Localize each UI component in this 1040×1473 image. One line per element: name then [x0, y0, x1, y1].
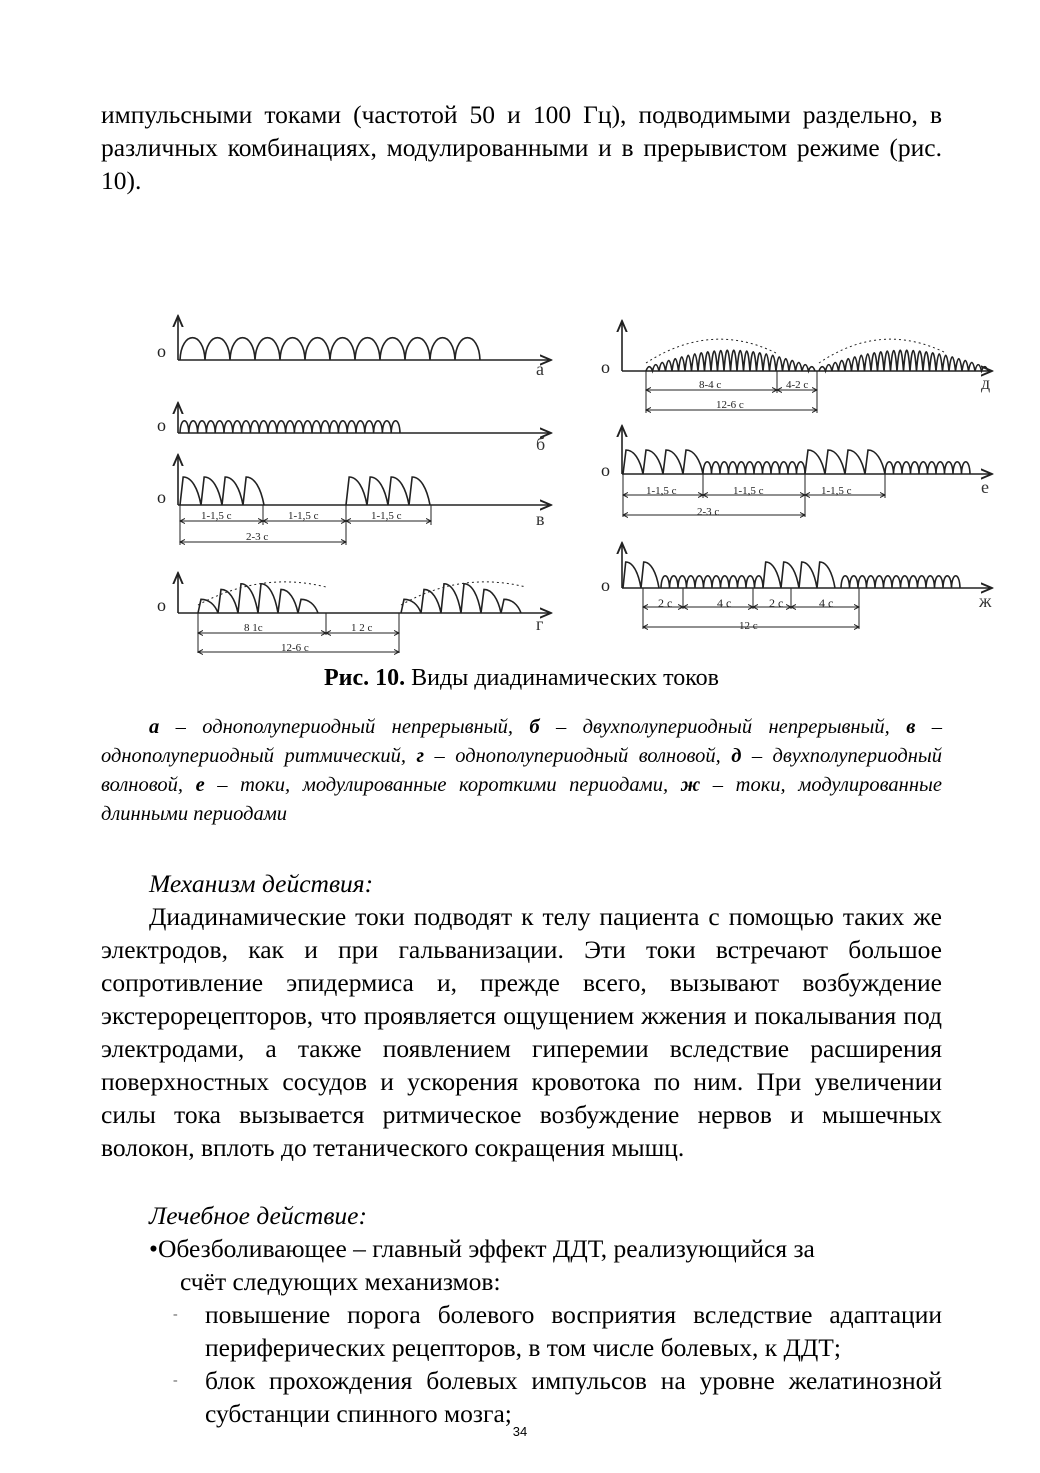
- panel-letter-zh: ж: [979, 591, 992, 611]
- e-wave1: [623, 450, 703, 474]
- list-item-text: повышение порога болевого восприятия вследствие адаптации периферических рецепторов, в том числе болевых, к ДДТ;: [205, 1300, 942, 1362]
- mechanism-paragraph: Диадинамические токи подводят к телу пациента с помощью таких же электродов, как и при гальванизации. Эти токи встречают большое сопротивление эпидермиса и, прежде всего, вызывают возбуждение экстерорецепторов, что проявляется ощущением жжения и покалывания под электродами, а также появлением гиперемии вследствие расширения поверхностных сосудов и ускорения кровотока по ним. При увеличении силы тока вызывается ритмическое возбуждение нервов и мышечных волокон, вплоть до тетанического сокращения мышц.: [101, 902, 942, 1162]
- e-total-label: 2-3 с: [697, 506, 720, 518]
- zh-wave1: [623, 562, 659, 588]
- origin-label-e: о: [601, 460, 610, 480]
- caption-key-b: б: [529, 716, 540, 738]
- panel-letter-g: г: [536, 614, 544, 634]
- dash-mark: -: [173, 1373, 178, 1388]
- e-wave2: [703, 462, 805, 474]
- origin-label-a: о: [157, 341, 166, 361]
- panel-letter-b: б: [536, 434, 546, 454]
- panel-letter-v: в: [536, 509, 545, 529]
- v-wave1: [180, 477, 264, 505]
- list-item: [173, 1364, 942, 1430]
- bullet-item: [149, 1232, 942, 1265]
- a-wave: [180, 338, 480, 360]
- figure-title-text: Виды диадинамических токов: [405, 665, 720, 691]
- figure-number: Рис. 10.: [323, 665, 406, 691]
- figure-diadynamic-currents: [101, 203, 992, 663]
- origin-label-b: о: [157, 415, 166, 435]
- b-wave: [180, 421, 400, 433]
- caption-text-zh: – токи, модулированные длинными периодами: [101, 774, 942, 825]
- zh-seg3-label: 2 с: [769, 596, 784, 610]
- d-seg2-label: 4-2 с: [786, 379, 809, 391]
- g-envelope-1: [198, 582, 326, 605]
- e-seg3-label: 1-1,5 с: [821, 485, 852, 497]
- v-seg1-label: 1-1,5 с: [201, 510, 232, 522]
- bullet-continuation: счёт следующих механизмов:: [180, 1267, 501, 1296]
- caption-text-a: – однополупериодный непрерывный,: [159, 716, 530, 738]
- origin-label-zh: о: [601, 575, 610, 595]
- page-content: [101, 98, 992, 1430]
- d-wave2: [819, 350, 988, 371]
- panel-letter-e: е: [981, 477, 989, 497]
- caption-key-v: в: [906, 716, 916, 738]
- zh-seg4-label: 4 с: [819, 596, 834, 610]
- zh-wave3: [763, 562, 835, 588]
- list-item: [173, 1298, 942, 1364]
- panel-letter-d: д: [981, 373, 991, 393]
- page-number: 34: [512, 1424, 528, 1439]
- figure-caption: [101, 713, 942, 829]
- e-seg1-label: 1-1,5 с: [646, 485, 677, 497]
- v-wave2: [346, 477, 430, 505]
- caption-key-e: е: [195, 774, 205, 796]
- caption-text-b: – двухполупериодный непрерывный,: [539, 716, 907, 738]
- panel-letter-a: а: [536, 359, 544, 379]
- zh-wave2: [661, 576, 763, 588]
- zh-wave4: [841, 576, 960, 588]
- v-seg3-label: 1-1,5 с: [371, 510, 402, 522]
- caption-key-a: а: [149, 716, 160, 738]
- g-seg1-label: 8 1с: [244, 622, 263, 634]
- caption-key-d: д: [731, 745, 742, 767]
- dash-mark: -: [173, 1307, 178, 1322]
- figure-svg: [101, 203, 992, 663]
- bullet-text: Обезболивающее – главный эффект ДДТ, реализующийся за: [157, 1234, 815, 1263]
- origin-label-d: о: [601, 357, 610, 377]
- zh-seg2-label: 4 с: [717, 596, 732, 610]
- g-wave2: [401, 584, 521, 613]
- d-wave1: [646, 350, 815, 371]
- g-total-label: 12-6 с: [281, 642, 309, 654]
- list-item-text: блок прохождения болевых импульсов на уровне желатинозной субстанции спинного мозга;: [205, 1366, 942, 1428]
- zh-total-label: 12 с: [739, 620, 758, 632]
- e-wave4: [885, 462, 970, 474]
- caption-text-g: – однополупериодный волновой,: [424, 745, 732, 767]
- caption-key-g: г: [416, 745, 425, 767]
- g-seg2-label: 1 2 с: [351, 622, 373, 634]
- zh-seg1-label: 2 с: [658, 596, 673, 610]
- v-total-label: 2-3 с: [246, 531, 269, 543]
- e-wave3: [805, 450, 885, 474]
- e-seg2-label: 1-1,5 с: [733, 485, 764, 497]
- d-envelope-1: [646, 339, 776, 363]
- caption-text-v: – однополупериодный ритмический,: [101, 716, 942, 767]
- origin-label-g: о: [157, 595, 166, 615]
- v-seg2-label: 1-1,5 с: [288, 510, 319, 522]
- mechanism-heading: Механизм действия:: [149, 869, 374, 898]
- origin-label-v: о: [157, 487, 166, 507]
- therapeutic-heading: Лечебное действие:: [149, 1201, 367, 1230]
- caption-key-zh: ж: [680, 774, 701, 796]
- intro-paragraph: импульсными токами (частотой 50 и 100 Гц), подводимыми раздельно, в различных комбинациях, модулированными и в прерывистом режиме (рис. 10).: [101, 100, 942, 195]
- bullet-mark: •: [149, 1234, 158, 1263]
- caption-text-d: – двухполупериодный волновой,: [101, 745, 942, 796]
- caption-text-e: – токи, модулированные короткими периодами,: [204, 774, 681, 796]
- g-wave1: [198, 584, 318, 613]
- figure-title: [101, 663, 942, 693]
- d-total-label: 12-6 с: [716, 399, 744, 411]
- d-seg1-label: 8-4 с: [699, 379, 722, 391]
